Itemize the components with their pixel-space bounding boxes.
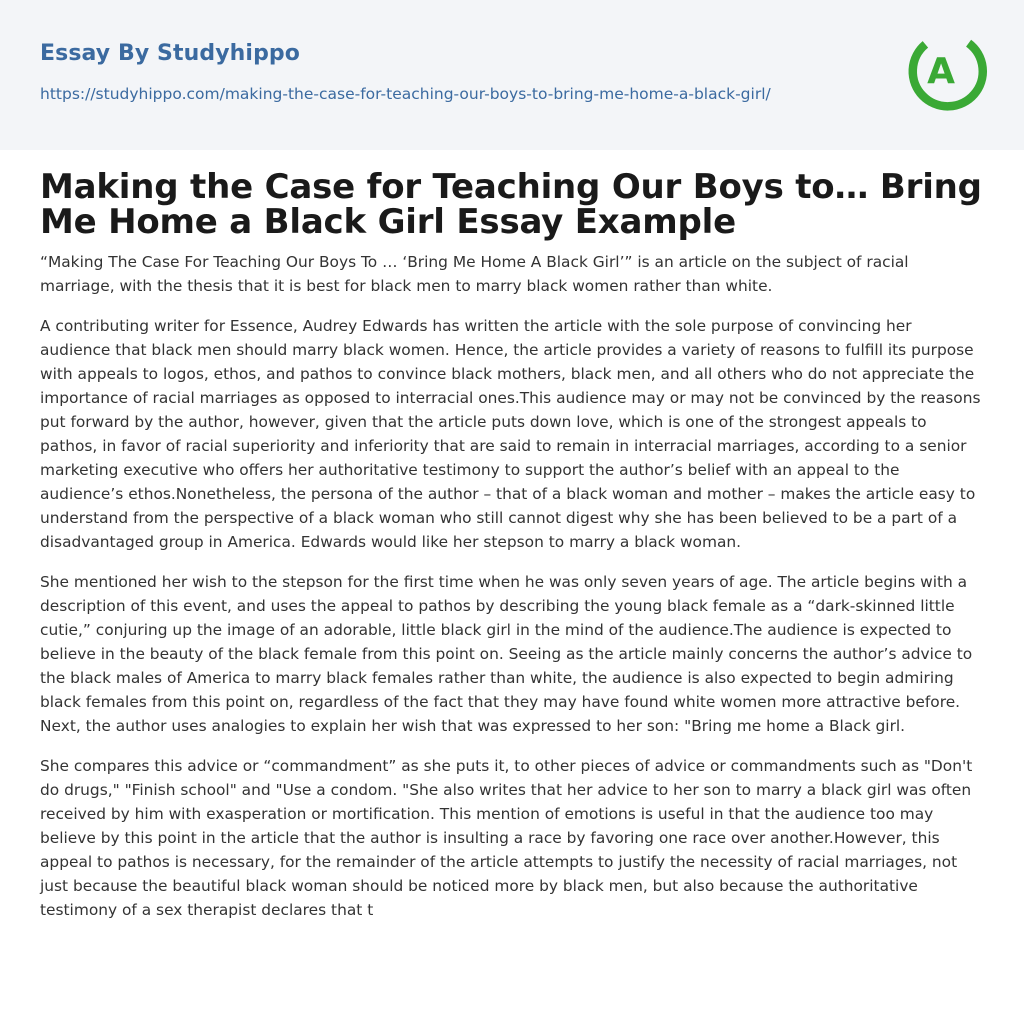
article-title: Making the Case for Teaching Our Boys to… Bring Me Home a Black Girl Essay Example — [40, 167, 982, 242]
article-paragraph: She compares this advice or “commandment” as she puts it, to other pieces of advice or commandments such as "Don't do drugs," "Finish school" and "Use a condom. "She also writes that her advice to her son to marry a black girl was often received by him with exasperation or mortification. This mention of emotions is useful in that the audience too may believe by this point in the article that the author is insulting a race by favoring one race over another.However, this appeal to pathos is necessary, for the remainder of the article attempts to justify the necessity of racial marriages, not just because the beautiful black woman should be noticed more by black men, but also because the authoritative testimony of a sex therapist declares that t — [40, 757, 973, 919]
source-url-link[interactable]: https://studyhippo.com/making-the-case-for-teaching-our-boys-to-bring-me-home-a-black-girl/ — [40, 85, 771, 103]
site-header — [0, 0, 1024, 150]
article-paragraph: “Making The Case For Teaching Our Boys To … ‘Bring Me Home A Black Girl’” is an article on the subject of racial marriage, with the thesis that it is best for black men to marry black women rather than white. — [40, 253, 909, 295]
studyhippo-logo-icon[interactable] — [906, 28, 988, 116]
site-brand[interactable]: Essay By Studyhippo — [40, 41, 300, 66]
article-paragraph: She mentioned her wish to the stepson for the first time when he was only seven years of age. The article begins with a description of this event, and uses the appeal to pathos by describing the young black female as a “dark-skinned little cutie,” conjuring up the image of an adorable, little black girl in the mind of the audience.The audience is expected to believe in the beauty of the black female from this point on. Seeing as the article mainly concerns the author’s advice to the black males of America to marry black females rather than white, the audience is also expected to begin admiring black females from this point on, regardless of the fact that they may have found white women more attractive before. Next, the author uses analogies to explain her wish that was expressed to her son: "Bring me home a Black girl. — [40, 573, 973, 735]
article-paragraph: A contributing writer for Essence, Audrey Edwards has written the article with the sole purpose of convincing her audience that black men should marry black women. Hence, the article provides a variety of reasons to fulfill its purpose with appeals to logos, ethos, and pathos to convince black mothers, black men, and all others who do not appreciate the importance of racial marriages as opposed to interracial ones.This audience may or may not be convinced by the reasons put forward by the author, however, given that the article puts down love, which is one of the strongest appeals to pathos, in favor of racial superiority and inferiority that are said to remain in interracial marriages, according to a senior marketing executive who offers her authoritative testimony to support the author’s belief with an appeal to the audience’s ethos.Nonetheless, the persona of the author – that of a black woman and mother – makes the article easy to understand from the perspective of a black woman who still cannot digest why she has been believed to be a part of a disadvantaged group in America. Edwards would like her stepson to marry a black woman. — [40, 317, 981, 551]
logo-letter: A — [927, 51, 955, 92]
article-body — [40, 250, 986, 938]
